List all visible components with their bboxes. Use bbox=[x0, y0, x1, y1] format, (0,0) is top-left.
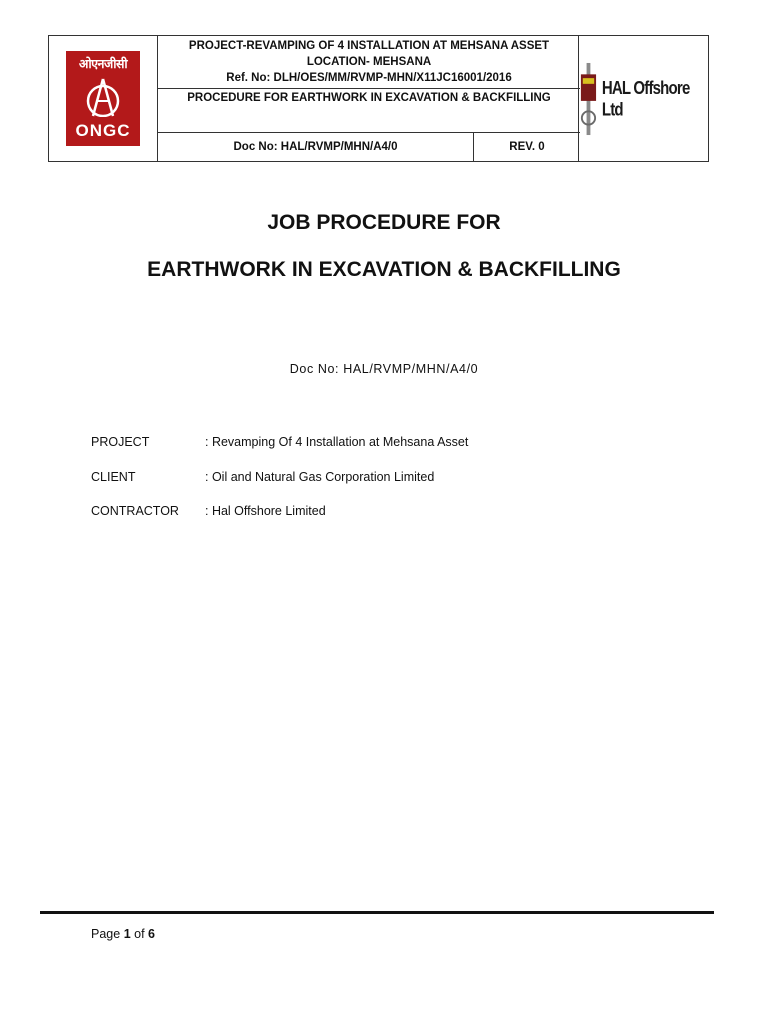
location-line: LOCATION- MEHSANA bbox=[306, 56, 432, 68]
project-line: PROJECT-REVAMPING OF 4 INSTALLATION AT MEHSANA ASSET bbox=[188, 40, 550, 52]
hal-logo-cell bbox=[578, 36, 708, 161]
hal-emblem-icon bbox=[579, 59, 600, 139]
info-label: CLIENT bbox=[91, 470, 136, 484]
hal-logo-text: HAL Offshore Ltd bbox=[601, 77, 690, 120]
project-info-cell bbox=[158, 36, 580, 89]
info-label: PROJECT bbox=[91, 435, 150, 449]
total-pages: 6 bbox=[148, 927, 155, 941]
of-word: of bbox=[134, 927, 145, 941]
page-word: Page bbox=[91, 927, 121, 941]
info-value: : Hal Offshore Limited bbox=[205, 504, 326, 518]
ongc-logo-hindi: ओएनजीसी bbox=[78, 56, 128, 71]
current-page: 1 bbox=[123, 927, 131, 941]
ongc-logo-cell bbox=[49, 36, 158, 161]
header-doc-number: Doc No: HAL/RVMP/MHN/A4/0 bbox=[158, 133, 474, 161]
main-title-line-1: JOB PROCEDURE FOR bbox=[267, 211, 501, 234]
page-number bbox=[91, 927, 155, 941]
ongc-logo-text: ONGC bbox=[75, 121, 131, 140]
hal-logo bbox=[579, 59, 708, 139]
procedure-title-cell bbox=[158, 89, 580, 133]
document-number: Doc No: HAL/RVMP/MHN/A4/0 bbox=[289, 362, 479, 376]
ongc-logo bbox=[66, 51, 140, 146]
reference-line: Ref. No: DLH/OES/MM/RVMP-MHN/X11JC16001/2016 bbox=[226, 72, 512, 84]
info-value: : Revamping Of 4 Installation at Mehsana Asset bbox=[205, 435, 469, 449]
header-revision: REV. 0 bbox=[509, 141, 545, 153]
oil-derrick-icon bbox=[79, 77, 127, 117]
footer-divider bbox=[40, 911, 714, 914]
header-table bbox=[48, 35, 709, 162]
info-value: : Oil and Natural Gas Corporation Limited bbox=[205, 470, 435, 484]
info-label: CONTRACTOR bbox=[91, 504, 179, 518]
procedure-line: PROCEDURE FOR EARTHWORK IN EXCAVATION & BACKFILLING bbox=[187, 92, 551, 104]
main-title-line-2: EARTHWORK IN EXCAVATION & BACKFILLING bbox=[147, 258, 621, 281]
